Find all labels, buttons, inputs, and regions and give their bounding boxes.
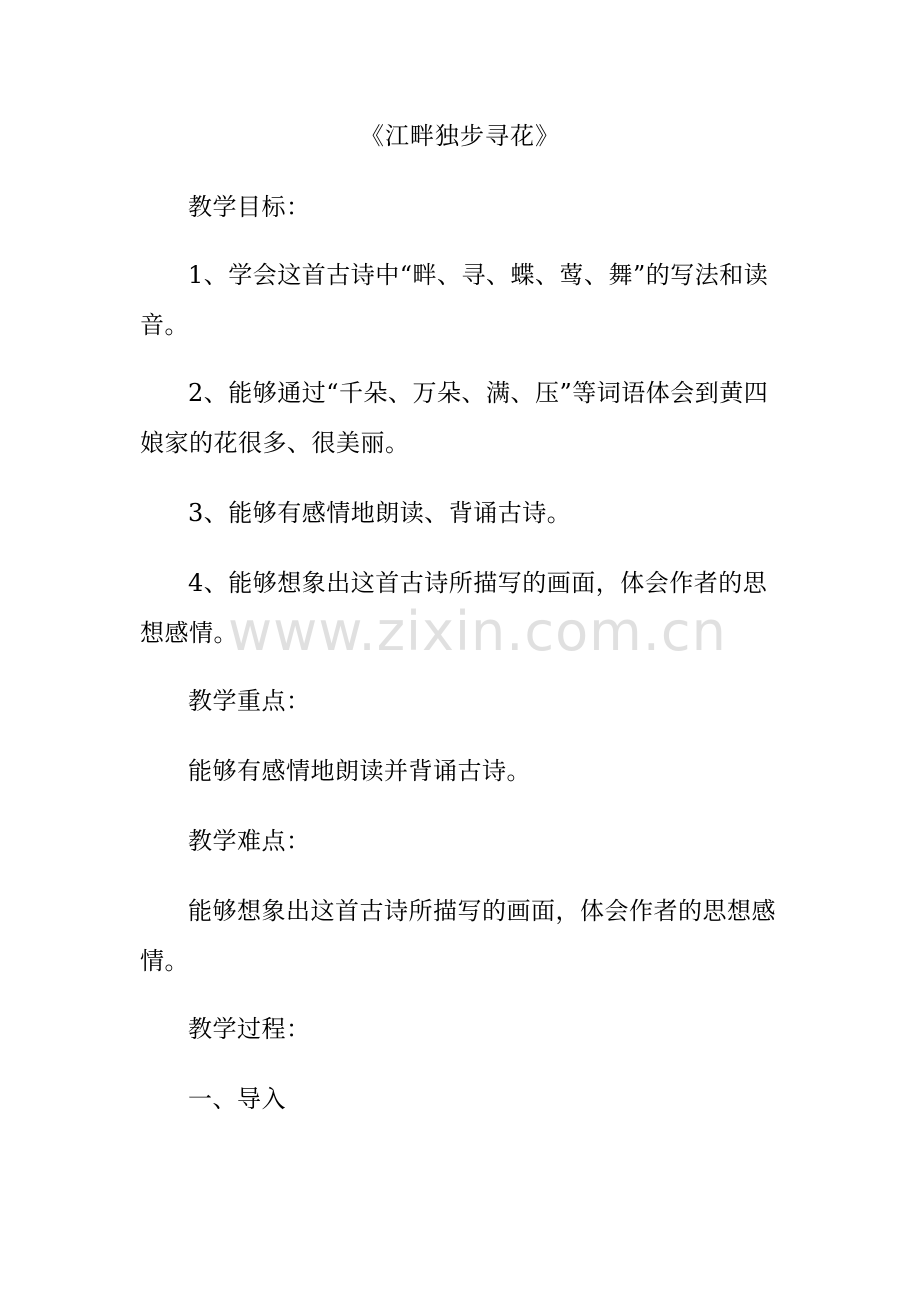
section-heading-objectives: 教学目标： xyxy=(188,193,311,221)
process-step-1: 一、导入 xyxy=(188,1085,286,1113)
difficulty-text: 能够想象出这首古诗所描写的画面，体会作者的思想感情。 xyxy=(140,897,776,975)
key-point-text: 能够有感情地朗读并背诵古诗。 xyxy=(188,757,531,785)
document-title: 《江畔独步寻花》 xyxy=(360,122,560,150)
objective-item-2: 2、能够通过“千朵、万朵、满、压”等词语体会到黄四娘家的花很多、很美丽。 xyxy=(140,379,769,457)
objective-item-3: 3、能够有感情地朗读、背诵古诗。 xyxy=(188,499,572,527)
section-heading-difficulties: 教学难点： xyxy=(188,827,311,855)
objective-item-4: 4、能够想象出这首古诗所描写的画面，体会作者的思想感情。 xyxy=(140,569,768,647)
section-heading-process: 教学过程： xyxy=(188,1015,311,1043)
objective-item-1: 1、学会这首古诗中“畔、寻、蝶、莺、舞”的写法和读音。 xyxy=(140,261,769,339)
section-heading-key-points: 教学重点： xyxy=(188,687,311,715)
watermark: www.zixin.com.cn xyxy=(228,600,727,663)
